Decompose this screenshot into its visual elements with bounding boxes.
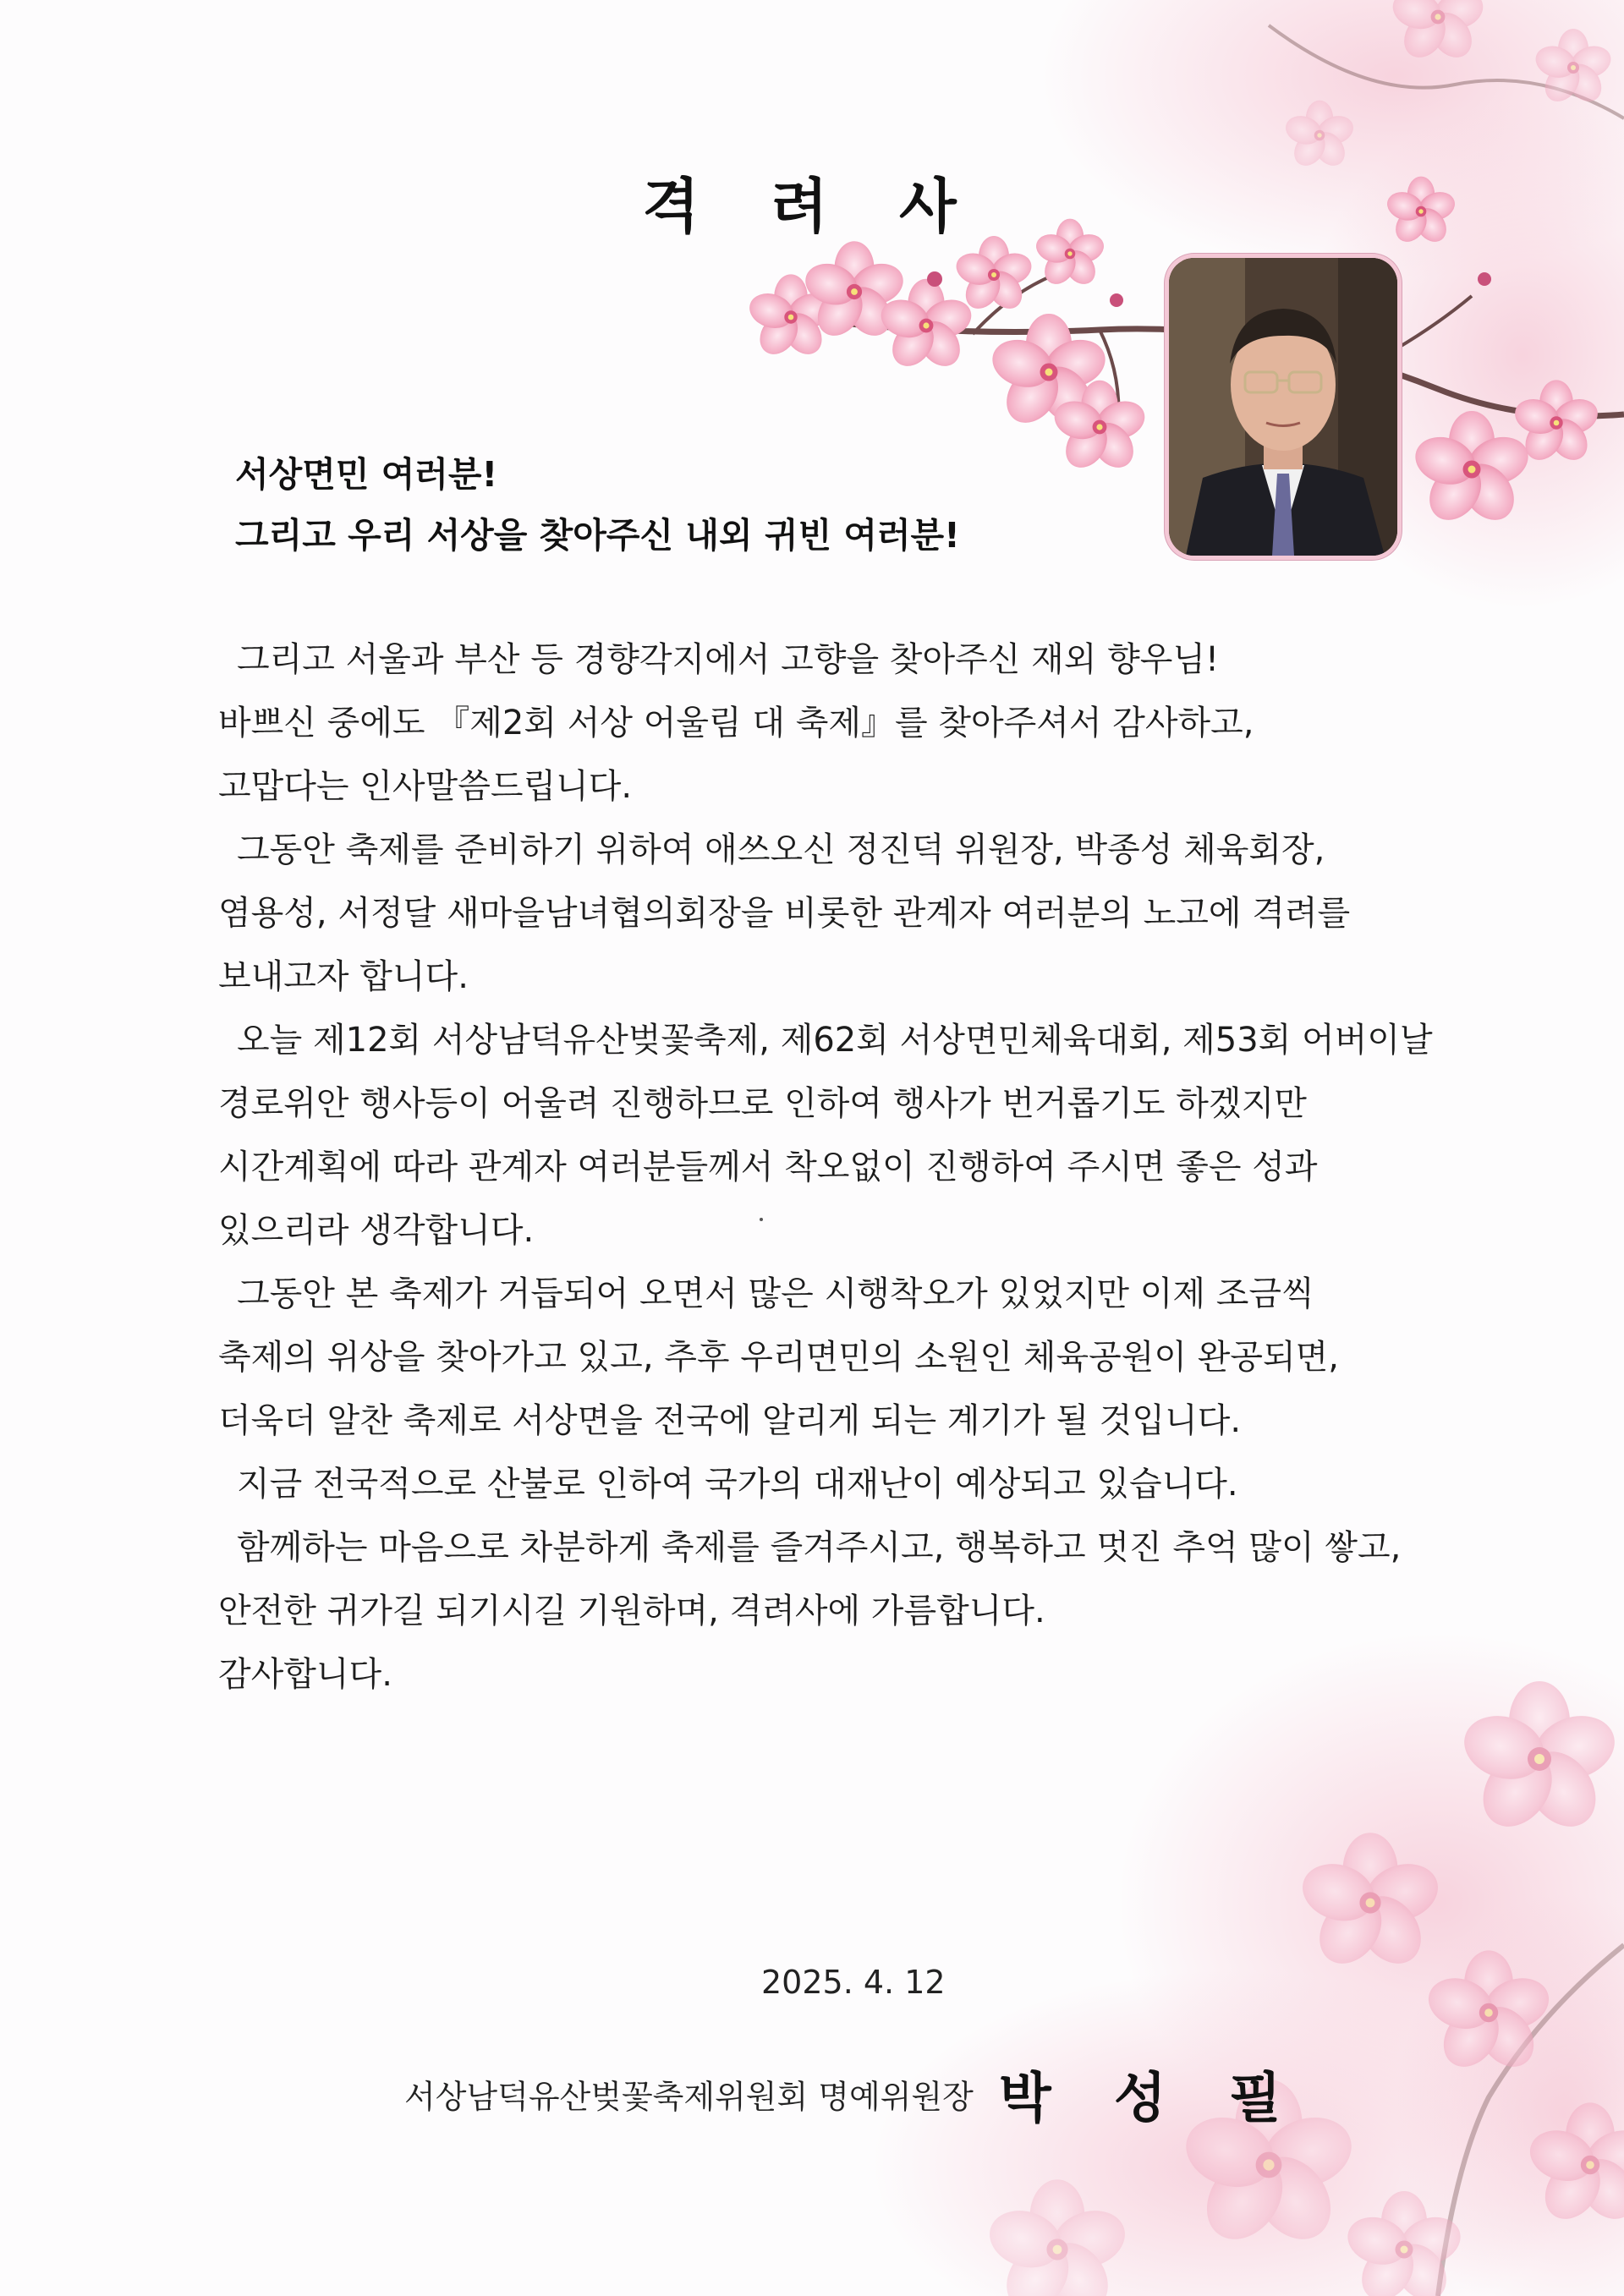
body-line: 시간계획에 따라 관계자 여러분들께서 착오없이 진행하여 주시면 좋은 성과 — [218, 1148, 1318, 1186]
signer-name: 박 성 필 — [998, 2068, 1303, 2130]
print-speck — [760, 1218, 763, 1221]
body-line: 더욱더 알찬 축제로 서상면을 전국에 알리게 되는 계기가 될 것입니다. — [218, 1401, 1242, 1440]
body-line: 보내고자 합니다. — [218, 957, 469, 996]
portrait-photo — [1169, 258, 1397, 556]
signature-block — [404, 2055, 1303, 2133]
speech-body — [218, 628, 1436, 1707]
body-line: 오늘 제12회 서상남덕유산벚꽃축제, 제62회 서상면민체육대회, 제53회 어버이날 — [237, 1021, 1433, 1060]
body-line: 고맙다는 인사말씀드립니다. — [218, 767, 633, 806]
body-line: 그동안 본 축제가 거듭되어 오면서 많은 시행착오가 있었지만 이제 조금씩 — [237, 1274, 1314, 1313]
body-line: 그동안 축제를 준비하기 위하여 애쓰오신 정진덕 위원장, 박종성 체육회장, — [237, 830, 1325, 869]
body-line: 염용성, 서정달 새마을남녀협의회장을 비롯한 관계자 여러분의 노고에 격려를 — [218, 894, 1351, 933]
document-title: 격 려 사 — [642, 172, 982, 241]
greeting-line: 그리고 우리 서상을 찾아주신 내외 귀빈 여러분! — [235, 515, 960, 556]
greeting-line: 서상면민 여러분! — [235, 454, 498, 495]
body-line: 축제의 위상을 찾아가고 있고, 추후 우리면민의 소원인 체육공원이 완공되면, — [218, 1338, 1339, 1377]
body-line: 지금 전국적으로 산불로 인하여 국가의 대재난이 예상되고 있습니다. — [237, 1465, 1238, 1504]
body-line: 경로위안 행사등이 어울려 진행하므로 인하여 행사가 번거롭기도 하겠지만 — [218, 1084, 1307, 1123]
body-line: 있으리라 생각합니다. — [218, 1211, 535, 1250]
body-line: 그리고 서울과 부산 등 경향각지에서 고향을 찾아주신 재외 향우님! — [237, 640, 1220, 679]
body-line: 안전한 귀가길 되기시길 기원하며, 격려사에 가름합니다. — [218, 1592, 1045, 1630]
body-line: 바쁘신 중에도 『제2회 서상 어울림 대 축제』를 찾아주셔서 감사하고, — [218, 704, 1254, 743]
signer-organization: 서상남덕유산벚꽃축제위원회 명예위원장 — [404, 2078, 974, 2116]
body-line: 감사합니다. — [218, 1655, 392, 1694]
greeting — [235, 444, 1123, 566]
body-line: 함께하는 마음으로 차분하게 축제를 즐겨주시고, 행복하고 멋진 추억 많이 쌓고, — [237, 1528, 1402, 1567]
date: 2025. 4. 12 — [761, 1964, 946, 2001]
